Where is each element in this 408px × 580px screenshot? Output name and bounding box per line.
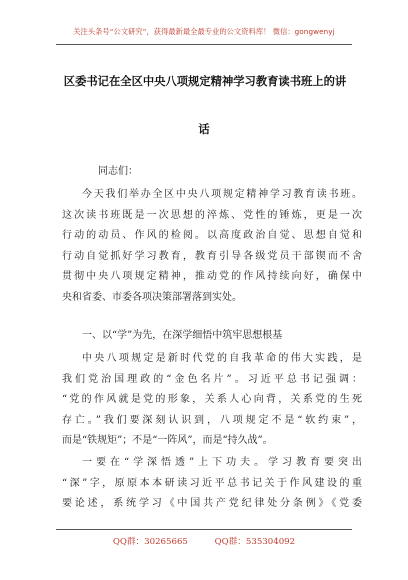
paragraph-3 bbox=[62, 453, 362, 515]
paragraph-3-line: 一要在“学深悟透”上下功夫。学习教育要突出 bbox=[82, 457, 362, 468]
paragraph-2-line: 存亡。”我们要深刻认识到，八项规定不是“软约束”， bbox=[62, 414, 362, 426]
paragraph-1-line: 央和省委、市委各项决策部署落到实处。 bbox=[62, 291, 242, 303]
header-banner: 关注头条号“公文研究”，获得最新最全最专业的公文资料库！ 微信：gongwenyj bbox=[73, 27, 335, 36]
paragraph-1-line: 行动自觉抓好学习教育，教育引导各级党员干部锲而不舍 bbox=[62, 250, 362, 262]
paragraph-1-line: 这次读书班既是一次思想的淬炼、党性的锤炼，更是一次 bbox=[62, 209, 362, 221]
footer-qq-group-1: QQ群：30265665 bbox=[112, 537, 188, 547]
paragraph-1-line: 贯彻中央八项规定精神，推动党的作风持续向好，确保中 bbox=[62, 271, 362, 283]
paragraph-2-line: 而是“铁规矩”；不是“一阵风”，而是“持久战”。 bbox=[62, 435, 273, 447]
footer bbox=[0, 535, 408, 547]
paragraph-3-line: “深”字，原原本本研读习近平总书记关于作风建设的重 bbox=[62, 477, 362, 489]
paragraph-1-line: 行动的动员、作风的检阅。以高度政治自觉、思想自觉和 bbox=[62, 230, 362, 242]
paragraph-3-line: 要论述，系统学习《中国共产党纪律处分条例》《党委 bbox=[62, 498, 362, 510]
paragraph-1-line: 今天我们举办全区中央八项规定精神学习教育读书班。 bbox=[82, 189, 362, 200]
footer-divider bbox=[56, 529, 352, 530]
greeting: 同志们： bbox=[98, 166, 138, 177]
section-heading-text: 一、以“学”为先，在深学细悟中筑牢思想根基 bbox=[82, 330, 283, 341]
document-title-line-2: 话 bbox=[198, 123, 210, 136]
paragraph-2 bbox=[62, 349, 362, 452]
document-title-line-1: 区委书记在全区中央八项规定精神学习教育读书班上的讲 bbox=[63, 75, 347, 88]
paragraph-2-line: “党的作风就是党的形象，关系人心向背，关系党的生死 bbox=[62, 394, 362, 406]
paragraph-2-line: 中央八项规定是新时代党的自我革命的伟大实践，是 bbox=[82, 353, 362, 364]
header-divider bbox=[56, 44, 352, 45]
paragraph-1 bbox=[62, 185, 362, 309]
section-heading-1 bbox=[62, 326, 362, 347]
paragraph-2-line: 我们党治国理政的“金色名片”。习近平总书记强调： bbox=[62, 373, 362, 385]
footer-qq-group-2: QQ群：535304092 bbox=[214, 537, 296, 547]
